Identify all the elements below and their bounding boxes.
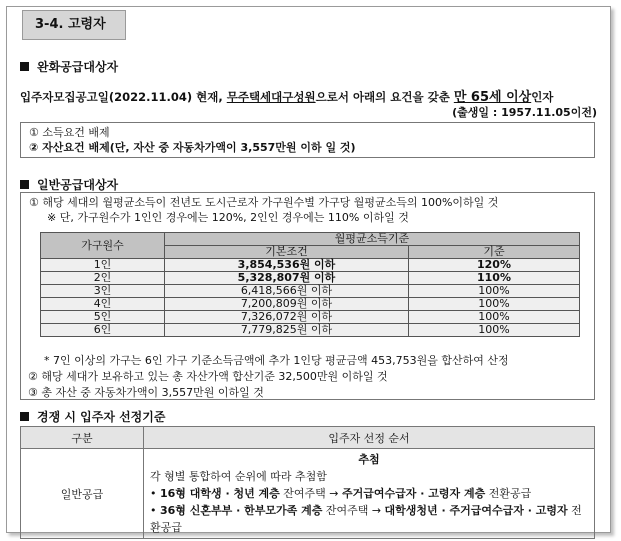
- category-cell: 일반공급: [21, 449, 144, 539]
- table-row: [21, 449, 595, 539]
- table-row: [41, 324, 580, 337]
- order-line-1: 각 형별 통합하여 순위에 따라 추첨함: [150, 470, 327, 483]
- general-heading: [20, 176, 118, 193]
- section-tab: 3-4. 고령자: [22, 10, 126, 40]
- pct-cell: 100%: [409, 285, 580, 298]
- table-row: [41, 298, 580, 311]
- general-item-2: ② 해당 세대가 보유하고 있는 총 자산가액 합산기준 32,500만원 이하일 것: [28, 370, 388, 383]
- amount-cell: 7,779,825원 이하: [165, 324, 409, 337]
- table-row: [41, 272, 580, 285]
- table-row: [41, 285, 580, 298]
- order-line-2: • 16형 대학생 · 청년 계층 잔여주택 → 주거급여수급자 · 고령자 계층 전환공급: [150, 487, 532, 500]
- line3-bold2: 대학생청년 · 주거급여수급자 · 고령자: [384, 504, 568, 517]
- pct-cell: 100%: [409, 298, 580, 311]
- line3-mid: 잔여주택 →: [322, 504, 385, 517]
- competition-heading-text: 경쟁 시 입주자 선정기준: [37, 410, 166, 424]
- general-item-1-note: ※ 단, 가구원수가 1인인 경우에는 120%, 2인인 경우에는 110% 이하일 것: [47, 211, 409, 224]
- intro-prefix: 입주자모집공고일(2022.11.04) 현재,: [20, 90, 227, 104]
- line2-bold1: 16형 대학생 · 청년 계층: [160, 487, 280, 500]
- household-cell: 3인: [41, 285, 165, 298]
- relaxed-item-1: ① 소득요건 배제: [29, 126, 110, 139]
- competition-heading: [20, 408, 165, 425]
- general-item-3: ③ 총 자산 중 자동차가액이 3,557만원 이하일 것: [28, 386, 264, 399]
- intro-suffix: 인자: [531, 90, 554, 104]
- amount-cell: 7,326,072원 이하: [165, 311, 409, 324]
- pct-cell: 110%: [409, 272, 580, 285]
- general-item-1: ① 해당 세대의 월평균소득이 전년도 도시근로자 가구원수별 가구당 월평균소득의 100%이하일 것: [29, 196, 499, 209]
- amount-cell: 3,854,536원 이하: [165, 259, 409, 272]
- col-base: 기본조건: [165, 246, 409, 259]
- relaxed-item-2: ② 자산요건 배제(단, 자산 중 자동차가액이 3,557만원 이하 일 것): [29, 141, 356, 154]
- square-bullet-icon: [20, 412, 29, 421]
- col-type: 구분: [21, 427, 144, 449]
- relaxed-heading-text: 완화공급대상자: [37, 60, 119, 74]
- col-income: 월평균소득기준: [165, 233, 580, 246]
- col-order: 입주자 선정 순서: [144, 427, 595, 449]
- income-table: [40, 232, 580, 337]
- intro-mid: 으로서 아래의 요건을 갖춘: [315, 90, 454, 104]
- general-heading-text: 일반공급대상자: [37, 178, 119, 192]
- household-cell: 1인: [41, 259, 165, 272]
- household-cell: 5인: [41, 311, 165, 324]
- line2-bold2: 주거급여수급자 · 고령자 계층: [342, 487, 486, 500]
- amount-cell: 6,418,566원 이하: [165, 285, 409, 298]
- order-cell: [144, 449, 595, 539]
- col-household: 가구원수: [41, 233, 165, 259]
- birth-note: (출생일 : 1957.11.05이전): [452, 106, 597, 119]
- square-bullet-icon: [20, 62, 29, 71]
- relaxed-heading: [20, 58, 118, 75]
- pct-cell: 120%: [409, 259, 580, 272]
- selection-table: [20, 426, 595, 539]
- pct-cell: 100%: [409, 324, 580, 337]
- intro-underlined: 무주택세대구성원: [226, 90, 316, 104]
- relaxed-items-box: [20, 122, 595, 158]
- household-cell: 6인: [41, 324, 165, 337]
- amount-cell: 5,328,807원 이하: [165, 272, 409, 285]
- amount-cell: 7,200,809원 이하: [165, 298, 409, 311]
- line3-bold1: 36형 신혼부부 · 한부모가족 계층: [160, 504, 323, 517]
- relaxed-intro: [20, 86, 553, 105]
- square-bullet-icon: [20, 180, 29, 189]
- pct-cell: 100%: [409, 311, 580, 324]
- table-row: [41, 259, 580, 272]
- col-standard: 기준: [409, 246, 580, 259]
- line2-mid: 잔여주택 →: [279, 487, 343, 500]
- order-line-3: • 36형 신혼부부 · 한부모가족 계층 잔여주택 → 대학생청년 · 주거급여수급자 · 고령자 전환공급: [150, 504, 582, 534]
- line2-end: 전환공급: [485, 487, 532, 500]
- intro-age: 만 65세 이상: [453, 90, 532, 105]
- household-cell: 2인: [41, 272, 165, 285]
- line3-end: 전환공급: [150, 504, 582, 534]
- household-cell: 4인: [41, 298, 165, 311]
- general-footnote: * 7인 이상의 가구는 6인 가구 기준소득금액에 추가 1인당 평균금액 453,753원을 합산하여 산정: [44, 354, 509, 367]
- method-label: 추첨: [358, 453, 380, 466]
- table-row: [41, 311, 580, 324]
